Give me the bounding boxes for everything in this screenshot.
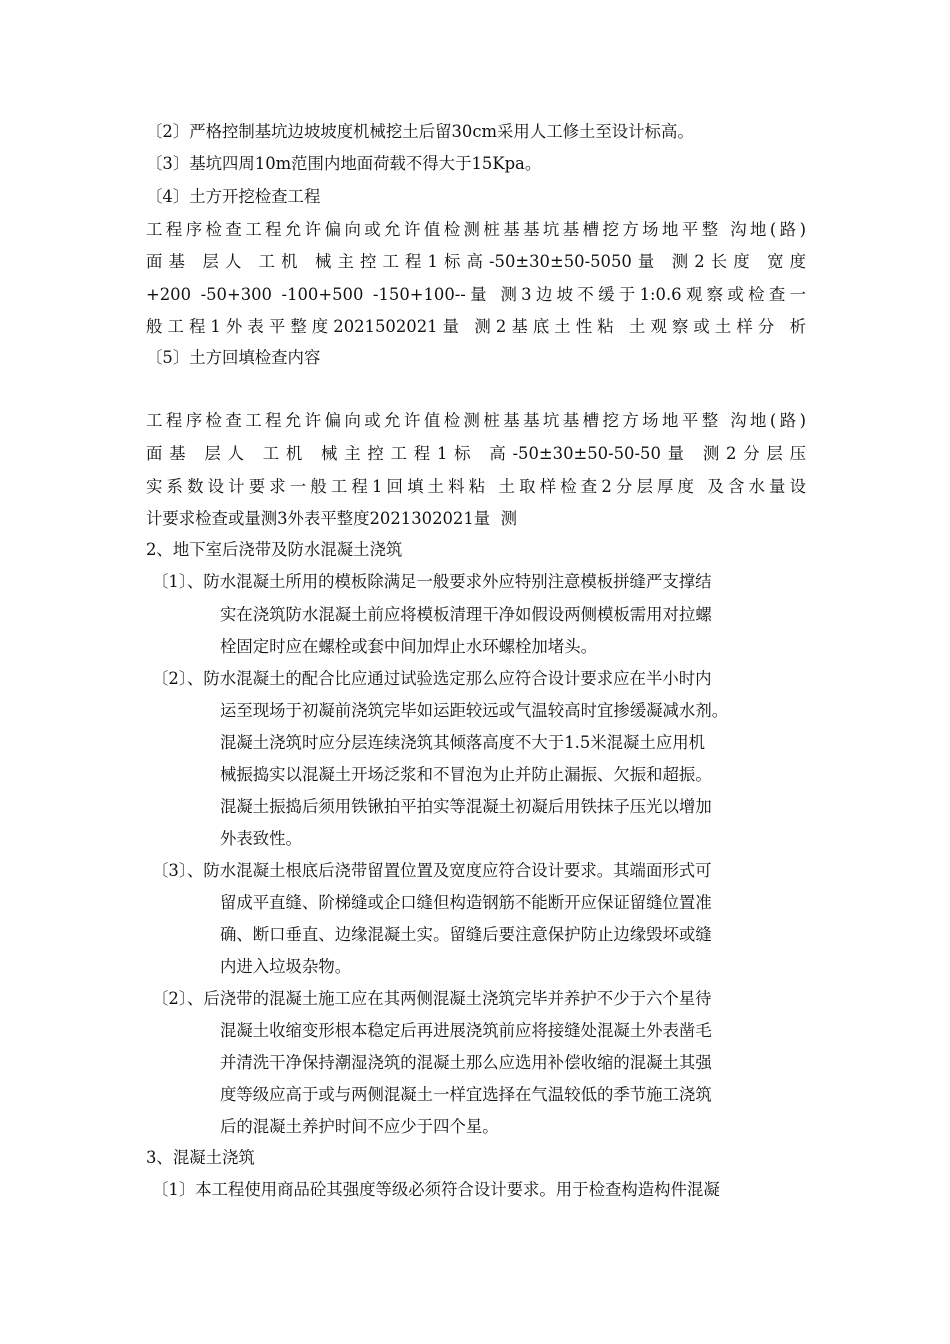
text-line: 内进入垃圾杂物。: [220, 957, 352, 976]
list-item: 〔2〕、后浇带的混凝土施工应在其两侧混凝土浇筑完毕并养护不少于六个星待: [152, 989, 712, 1008]
section-heading: 〔4〕土方开挖检查工程: [146, 187, 321, 206]
text-line: 械振捣实以混凝土开场泛浆和不冒泡为止并防止漏振、欠振和超振。: [220, 765, 712, 784]
text-line: 实系数设计要求一般工程1回填土料粘 土取样检查2分层厚度 及含水量设: [146, 477, 806, 496]
text-line: 留成平直缝、阶梯缝或企口缝但构造钢筋不能断开应保证留缝位置准: [220, 893, 712, 912]
list-item: 〔2〕、防水混凝土的配合比应通过试验选定那么应符合设计要求应在半小时内: [152, 669, 712, 688]
text-line: 般工程1外表平整度2021502021量 测2基底土性粘 土观察或土样分 析: [146, 317, 806, 336]
text-line: 后的混凝土养护时间不应少于四个星。: [220, 1117, 499, 1136]
text-line: 混凝土浇筑时应分层连续浇筑其倾落高度不大于1.5米混凝土应用机: [220, 733, 706, 752]
text-line: 工程序检查工程允许偏向或允许值检测桩基基坑基槽挖方场地平整 沟地(路): [146, 220, 806, 239]
text-line: 外表致性。: [220, 829, 302, 848]
section-heading: 3、混凝土浇筑: [146, 1148, 255, 1167]
list-item: 〔3〕、防水混凝土根底后浇带留置位置及宽度应符合设计要求。其端面形式可: [152, 861, 712, 880]
text-line: 运至现场于初凝前浇筑完毕如运距较远或气温较高时宜掺缓凝减水剂。: [220, 701, 729, 720]
list-item: 〔1〕、防水混凝土所用的模板除满足一般要求外应特别注意模板拼缝严支撑结: [152, 572, 712, 591]
text-line: 混凝土振捣后须用铁锹拍平拍实等混凝土初凝后用铁抹子压光以增加: [220, 797, 712, 816]
text-line: 栓固定时应在螺栓或套中间加焊止水环螺栓加堵头。: [220, 637, 597, 656]
text-line: 度等级应高于或与两侧混凝土一样宜选择在气温较低的季节施工浇筑: [220, 1085, 712, 1104]
text-line: 混凝土收缩变形根本稳定后再进展浇筑前应将接缝处混凝土外表凿毛: [220, 1021, 712, 1040]
text-line: +200 -50+300 -100+500 -150+100--量 测3边坡不缓于1:0.6观察或检查一: [146, 285, 806, 304]
text-line: 工程序检查工程允许偏向或允许值检测桩基基坑基槽挖方场地平整 沟地(路): [146, 411, 806, 430]
text-line: 计要求检查或量测3外表平整度2021302021量 测: [146, 509, 517, 528]
section-heading: 2、地下室后浇带及防水混凝土浇筑: [146, 540, 403, 559]
text-line: 确、断口垂直、边缘混凝土实。留缝后要注意保护防止边缘毁坏或缝: [220, 925, 712, 944]
text-line: 〔3〕基坑四周10m范围内地面荷载不得大于15Kpa。: [146, 154, 542, 173]
section-heading: 〔5〕土方回填检查内容: [146, 348, 321, 367]
text-line: 〔2〕严格控制基坑边坡坡度机械挖土后留30cm采用人工修土至设计标高。: [146, 122, 694, 141]
text-line: 面基 层人 工机 械主控工程1标高-50±30±50-5050量 测2长度 宽度: [146, 252, 806, 271]
list-item: 〔1〕本工程使用商品砼其强度等级必须符合设计要求。用于检查构造构件混凝: [152, 1180, 720, 1199]
text-line: 并清洗干净保持潮湿浇筑的混凝土那么应选用补偿收缩的混凝土其强: [220, 1053, 712, 1072]
text-line: 面基 层人 工机 械主控工程1标 高-50±30±50-50-50量 测2分层压: [146, 444, 806, 463]
text-line: 实在浇筑防水混凝土前应将模板清理干净如假设两侧模板需用对拉螺: [220, 605, 712, 624]
